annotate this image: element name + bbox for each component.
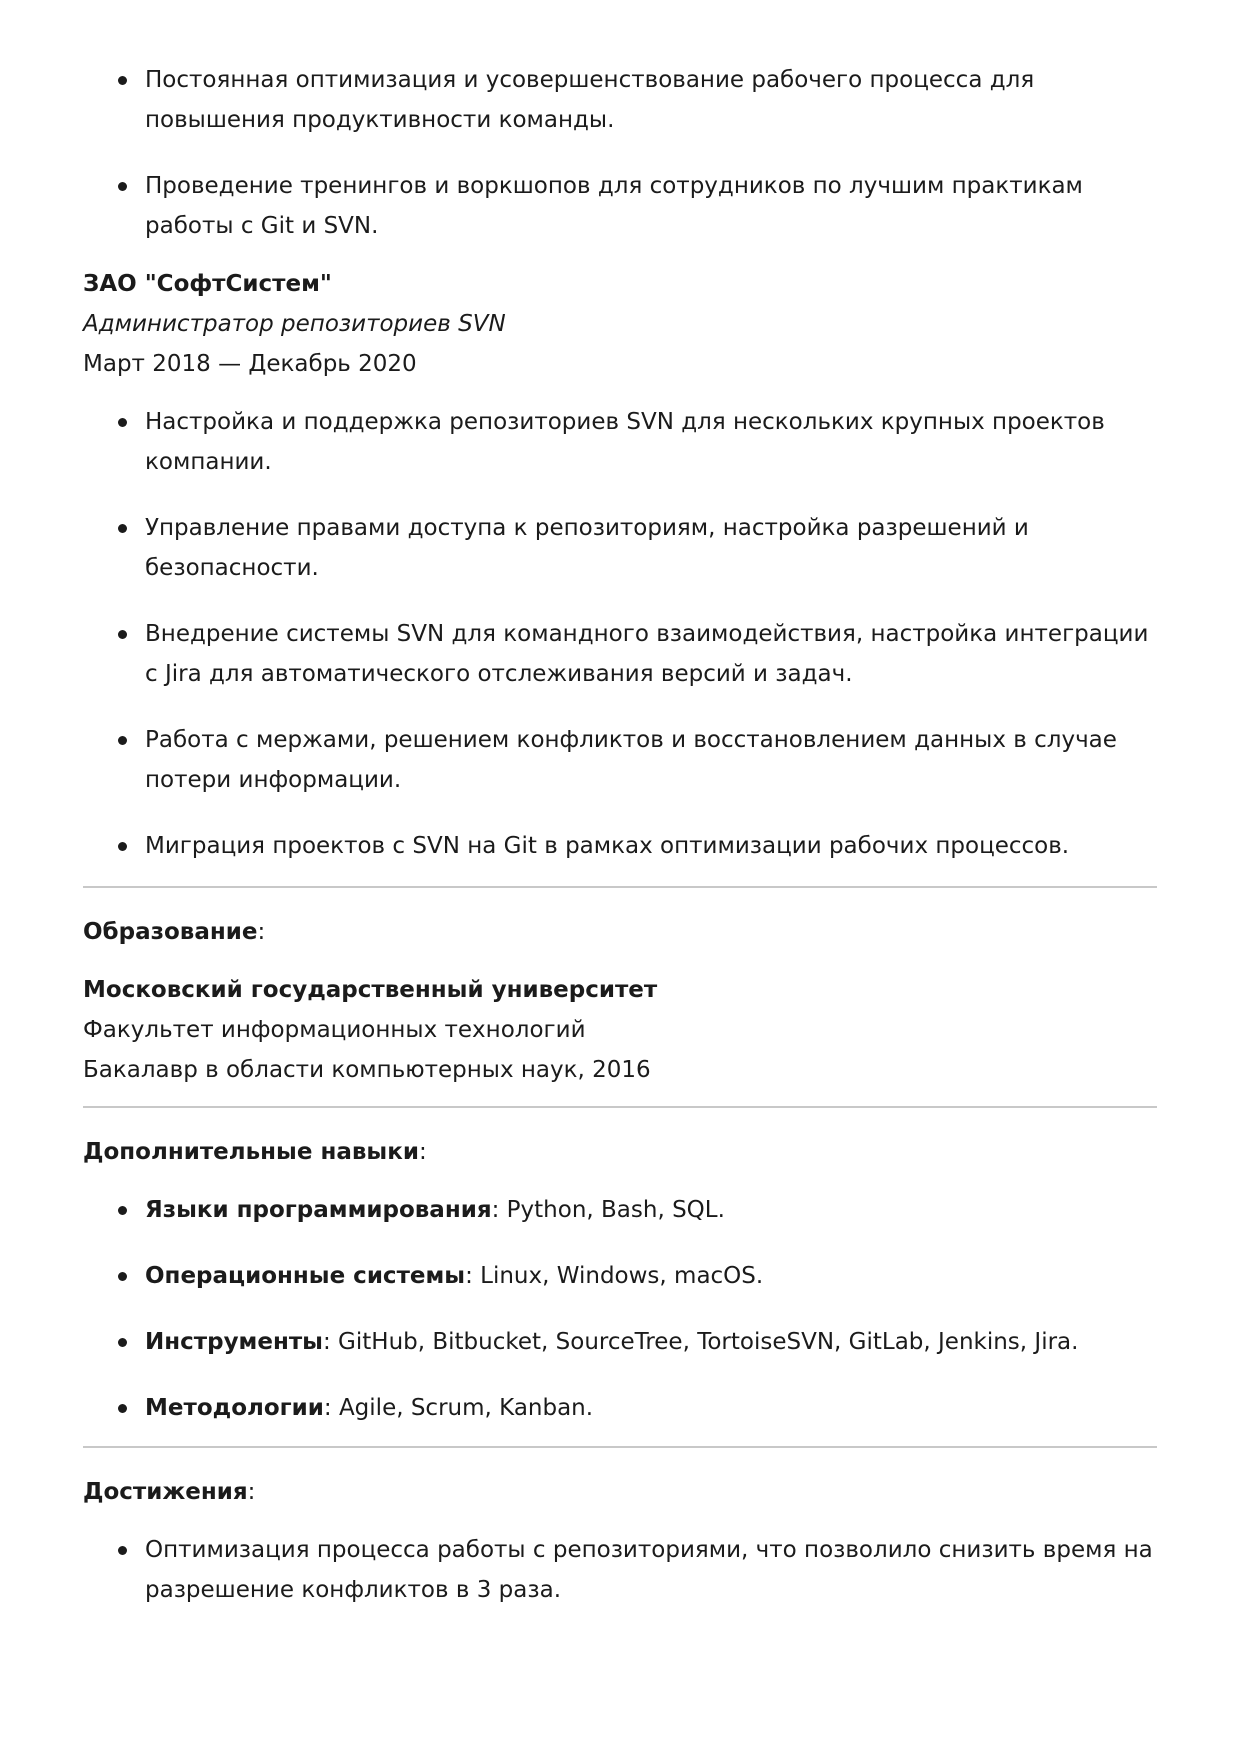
section-divider <box>83 1446 1157 1448</box>
education-heading-label: Образование <box>83 919 258 945</box>
job-block <box>83 264 1157 384</box>
university-name: Московский государственный университет <box>83 977 658 1003</box>
section-divider <box>83 886 1157 888</box>
job-period: Март 2018 — Декабрь 2020 <box>83 351 417 377</box>
heading-colon: : <box>418 1139 427 1165</box>
skill-label: Операционные системы <box>145 1263 466 1289</box>
skill-value: : Python, Bash, SQL. <box>491 1197 725 1223</box>
job-position: Администратор репозиториев SVN <box>83 311 506 337</box>
skills-heading-label: Дополнительные навыки <box>83 1139 419 1165</box>
list-item: Миграция проектов с SVN на Git в рамках оптимизации рабочих процессов. <box>83 826 1157 866</box>
skill-item <box>83 1388 1157 1428</box>
list-item: Настройка и поддержка репозиториев SVN для нескольких крупных проектов компании. <box>83 402 1157 482</box>
resume-content <box>83 60 1157 1610</box>
skill-value: : Linux, Windows, macOS. <box>465 1263 764 1289</box>
heading-colon: : <box>247 1479 256 1505</box>
skill-label: Методологии <box>145 1395 324 1421</box>
list-item: Постоянная оптимизация и усовершенствование рабочего процесса для повышения продуктивности команды. <box>83 60 1157 140</box>
faculty-name: Факультет информационных технологий <box>83 1017 586 1043</box>
heading-colon: : <box>257 919 266 945</box>
skills-heading <box>83 1132 1157 1172</box>
skill-value: : Agile, Scrum, Kanban. <box>323 1395 594 1421</box>
education-block <box>83 970 1157 1090</box>
list-item: Управление правами доступа к репозиториям, настройка разрешений и безопасности. <box>83 508 1157 588</box>
skill-item <box>83 1322 1157 1362</box>
section-divider <box>83 1106 1157 1108</box>
skill-item <box>83 1256 1157 1296</box>
job-duties-list <box>83 402 1157 866</box>
skill-item <box>83 1190 1157 1230</box>
skill-label: Инструменты <box>145 1329 323 1355</box>
company-name: ЗАО "СофтСистем" <box>83 271 332 297</box>
degree-text: Бакалавр в области компьютерных наук, 2016 <box>83 1057 651 1083</box>
previous-job-duties-list <box>83 60 1157 246</box>
achievements-heading <box>83 1472 1157 1512</box>
list-item: Проведение тренингов и воркшопов для сотрудников по лучшим практикам работы с Git и SVN. <box>83 166 1157 246</box>
skill-label: Языки программирования <box>145 1197 492 1223</box>
list-item: Оптимизация процесса работы с репозиториями, что позволило снизить время на разрешение конфликтов в 3 раза. <box>83 1530 1157 1610</box>
achievements-list <box>83 1530 1157 1610</box>
skill-value: : GitHub, Bitbucket, SourceTree, TortoiseSVN, GitLab, Jenkins, Jira. <box>322 1329 1079 1355</box>
education-heading <box>83 912 1157 952</box>
list-item: Работа с мержами, решением конфликтов и восстановлением данных в случае потери информации. <box>83 720 1157 800</box>
achievements-heading-label: Достижения <box>83 1479 248 1505</box>
list-item: Внедрение системы SVN для командного взаимодействия, настройка интеграции с Jira для автоматического отслеживания версий и задач. <box>83 614 1157 694</box>
skills-list <box>83 1190 1157 1428</box>
